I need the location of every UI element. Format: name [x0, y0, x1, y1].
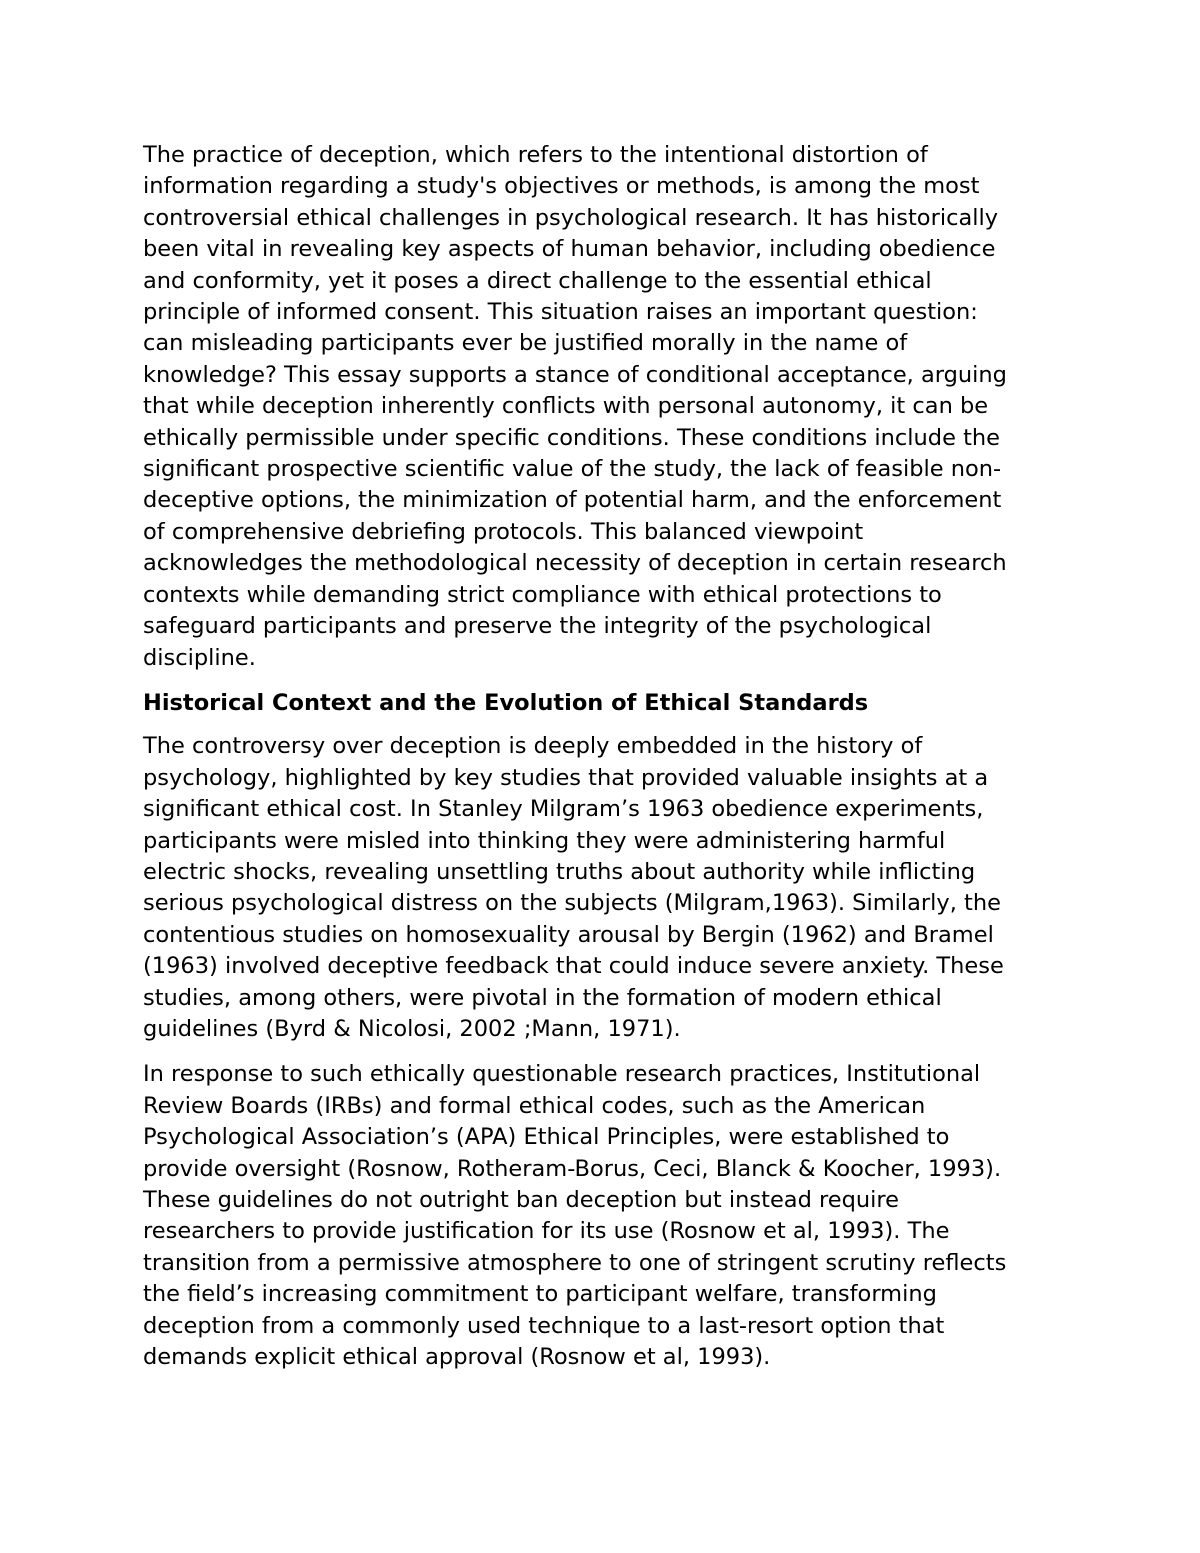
text-line: deception from a commonly used technique to a last-resort option that [143, 1312, 945, 1339]
section-heading: Historical Context and the Evolution of Ethical Standards [143, 689, 869, 716]
text-line: Review Boards (IRBs) and formal ethical codes, such as the American [143, 1092, 926, 1119]
text-line: that while deception inherently conflicts with personal autonomy, it can be [143, 393, 989, 420]
text-line: been vital in revealing key aspects of human behavior, including obedience [143, 236, 996, 263]
text-line: controversial ethical challenges in psychological research. It has historically [143, 204, 999, 231]
text-line: (1963) involved deceptive feedback that could induce severe anxiety. These [143, 953, 1004, 980]
text-line: participants were misled into thinking they were administering harmful [143, 827, 946, 854]
irb-paragraph [143, 1059, 1053, 1373]
text-line: of comprehensive debriefing protocols. This balanced viewpoint [143, 518, 864, 545]
intro-paragraph [143, 140, 1053, 674]
text-line: researchers to provide justification for its use (Rosnow et al, 1993). The [143, 1218, 950, 1245]
text-line: information regarding a study's objectives or methods, is among the most [143, 173, 980, 200]
text-line: safeguard participants and preserve the integrity of the psychological [143, 613, 932, 640]
text-line: electric shocks, revealing unsettling truths about authority while inflicting [143, 858, 976, 885]
text-line: serious psychological distress on the subjects (Milgram,1963). Similarly, the [143, 890, 1001, 917]
text-line: significant prospective scientific value of the study, the lack of feasible non- [143, 456, 1002, 483]
text-line: studies, among others, were pivotal in the formation of modern ethical [143, 984, 942, 1011]
text-line: can misleading participants ever be justified morally in the name of [143, 330, 908, 357]
text-line: principle of informed consent. This situation raises an important question: [143, 299, 978, 326]
text-line: provide oversight (Rosnow, Rotheram-Borus, Ceci, Blanck & Koocher, 1993). [143, 1155, 1002, 1182]
text-line: transition from a permissive atmosphere to one of stringent scrutiny reflects [143, 1249, 1007, 1276]
text-line: psychology, highlighted by key studies that provided valuable insights at a [143, 764, 989, 791]
text-line: and conformity, yet it poses a direct challenge to the essential ethical [143, 267, 932, 294]
text-line: The controversy over deception is deeply embedded in the history of [143, 733, 923, 760]
text-line: discipline. [143, 644, 256, 671]
text-line: knowledge? This essay supports a stance of conditional acceptance, arguing [143, 361, 1007, 388]
text-line: ethically permissible under specific conditions. These conditions include the [143, 424, 1001, 451]
document-page [143, 140, 1053, 1373]
text-line: contentious studies on homosexuality arousal by Bergin (1962) and Bramel [143, 921, 994, 948]
text-line: the field’s increasing commitment to participant welfare, transforming [143, 1281, 937, 1308]
text-line: Psychological Association’s (APA) Ethical Principles, were established to [143, 1124, 950, 1151]
text-line: demands explicit ethical approval (Rosnow et al, 1993). [143, 1344, 771, 1371]
text-line: significant ethical cost. In Stanley Milgram’s 1963 obedience experiments, [143, 796, 984, 823]
text-line: contexts while demanding strict compliance with ethical protections to [143, 581, 942, 608]
text-line: acknowledges the methodological necessity of deception in certain research [143, 550, 1007, 577]
text-line: The practice of deception, which refers to the intentional distortion of [143, 142, 928, 168]
historical-context-paragraph [143, 731, 1053, 1045]
text-line: In response to such ethically questionable research practices, Institutional [143, 1061, 981, 1088]
text-line: These guidelines do not outright ban deception but instead require [143, 1187, 900, 1213]
text-line: guidelines (Byrd & Nicolosi, 2002 ;Mann, 1971). [143, 1015, 681, 1042]
text-line: deceptive options, the minimization of potential harm, and the enforcement [143, 487, 1002, 514]
